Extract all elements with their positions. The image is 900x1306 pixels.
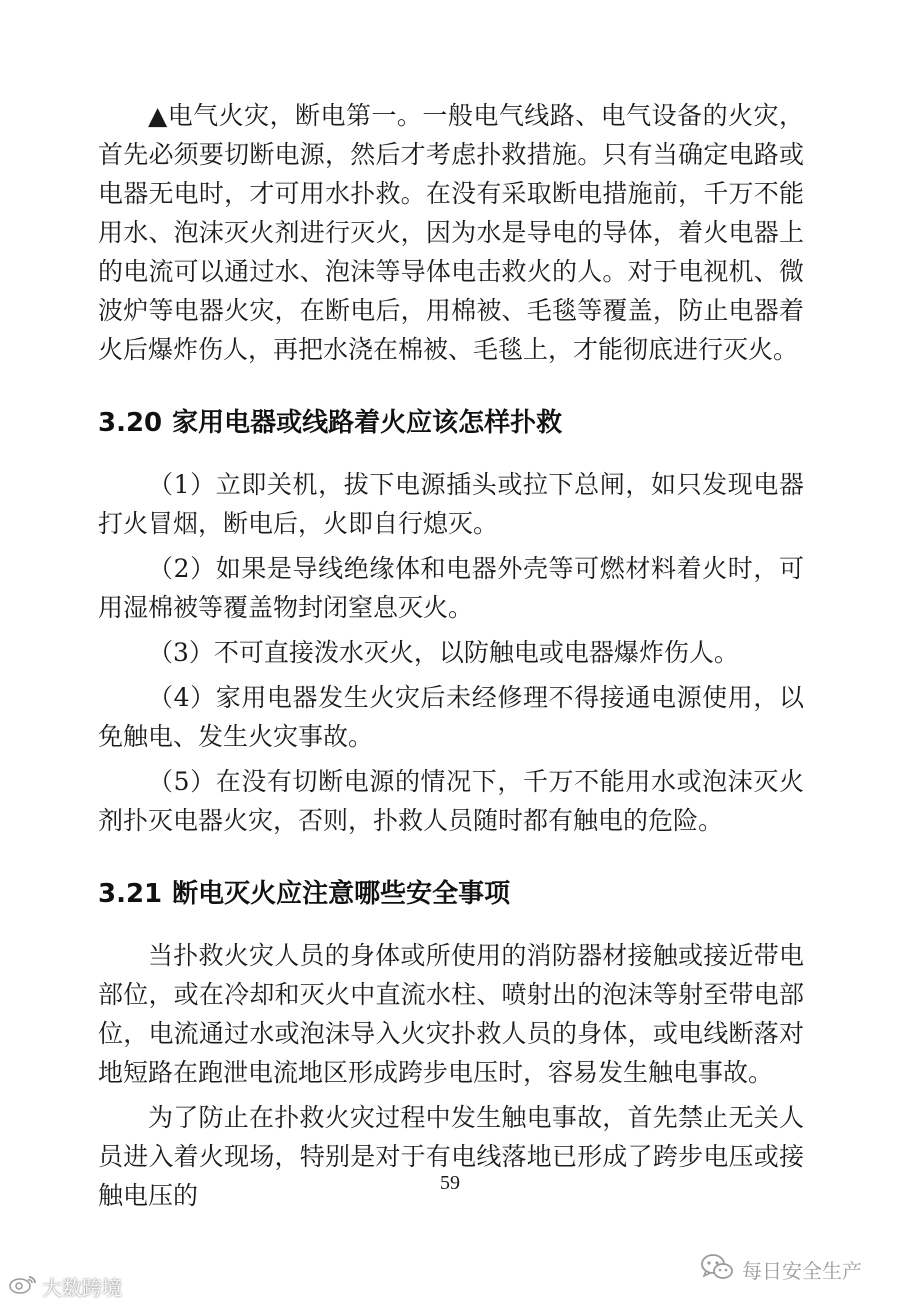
- body-paragraph: 为了防止在扑救火灾过程中发生触电事故，首先禁止无关人员进入着火现场，特别是对于有电线落地已形成了跨步电压或接触电压的: [98, 1103, 804, 1210]
- section-title: 断电灭火应注意哪些安全事项: [172, 879, 511, 909]
- list-item: （1）立即关机，拔下电源插头或拉下总闸，如只发现电器打火冒烟，断电后，火即自行熄灭。: [98, 470, 804, 538]
- section-heading-3-20: [98, 403, 804, 443]
- section-number: 3.20: [98, 408, 163, 438]
- list-item: （4）家用电器发生火灾后未经修理不得接通电源使用，以免触电、发生火灾事故。: [98, 683, 804, 751]
- list-item: （2）如果是导线绝缘体和电器外壳等可燃材料着火时，可用湿棉被等覆盖物封闭窒息灭火。: [98, 554, 804, 622]
- page-number: 59: [440, 1172, 460, 1194]
- list-item: （5）在没有切断电源的情况下，千万不能用水或泡沫灭火剂扑灭电器火灾，否则，扑救人员随时都有触电的危险。: [98, 767, 804, 835]
- page-content: [98, 96, 804, 1215]
- watermark-left-text: 大数跨境: [42, 1275, 122, 1300]
- list-item: （3）不可直接泼水灭火，以防触电或电器爆炸伤人。: [148, 638, 739, 667]
- section-number: 3.21: [98, 879, 163, 909]
- watermark-left: [8, 1274, 122, 1298]
- intro-paragraph: ▲电气火灾，断电第一。一般电气线路、电气设备的火灾，首先必须要切断电源，然后才考虑扑救措施。只有当确定电路或电器无电时，才可用水扑救。在没有采取断电措施前，千万不能用水、泡沫灭火剂进行灭火，因为水是导电的导体，着火电器上的电流可以通过水、泡沫等导体电击救火的人。对于电视机、微波炉等电器火灾，在断电后，用棉被、毛毯等覆盖，防止电器着火后爆炸伤人，再把水浇在棉被、毛毯上，才能彻底进行灭火。: [98, 101, 804, 364]
- body-paragraph: 当扑救火灾人员的身体或所使用的消防器材接触或接近带电部位，或在冷却和灭火中直流水柱、喷射出的泡沫等射至带电部位，电流通过水或泡沫导入火灾扑救人员的身体，或电线断落对地短路在跑泄电流地区形成跨步电压时，容易发生触电事故。: [98, 941, 804, 1087]
- wechat-logo-icon: [700, 1253, 734, 1285]
- weibo-logo-icon: [8, 1273, 38, 1299]
- watermark-right-text: 每日安全生产: [742, 1258, 862, 1283]
- section-heading-3-21: [98, 874, 804, 914]
- watermark-right: [700, 1252, 862, 1286]
- section-title: 家用电器或线路着火应该怎样扑救: [172, 408, 563, 438]
